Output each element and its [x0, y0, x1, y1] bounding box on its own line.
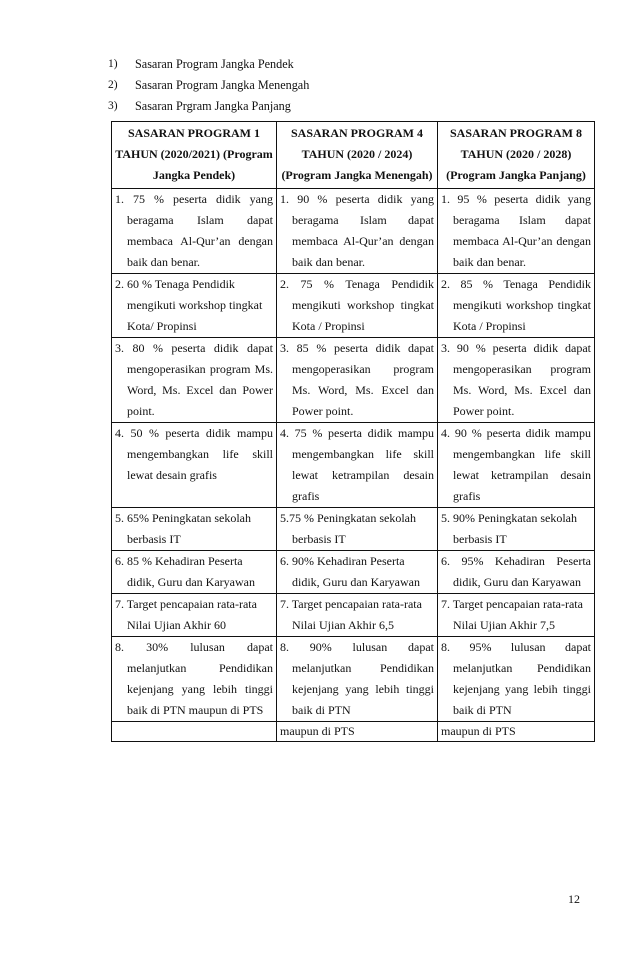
table-cell: [277, 508, 438, 551]
list-text: Sasaran Prgram Jangka Panjang: [135, 99, 291, 113]
list-item: [108, 96, 588, 117]
target-table: [111, 121, 595, 742]
cell-text: 3. 80 % peserta didik dapat mengoperasikan program Ms. Word, Ms. Excel dan Power point.: [115, 341, 273, 418]
list-item: [108, 75, 588, 96]
list-number: 2): [108, 79, 118, 91]
list-item: [108, 54, 588, 75]
table-cell: [112, 637, 277, 722]
table-cell: [112, 189, 277, 274]
table-row: [112, 637, 595, 722]
table-cell: [438, 637, 595, 722]
cell-text: 6. 95% Kehadiran Peserta didik, Guru dan Karyawan: [441, 554, 591, 589]
table-cell: [438, 722, 595, 742]
cell-text: 7. Target pencapaian rata-rata Nilai Ujian Akhir 60: [115, 597, 257, 632]
cell-text: maupun di PTS: [441, 724, 516, 738]
table-cell: [438, 423, 595, 508]
cell-text: 4. 50 % peserta didik mampu mengembangkan life skill lewat desain grafis: [115, 426, 273, 482]
cell-text: 5. 90% Peningkatan sekolah berbasis IT: [441, 511, 577, 546]
table-cell: [277, 637, 438, 722]
table-cell: [438, 551, 595, 594]
cell-text: 4. 75 % peserta didik mampu mengembangkan life skill lewat ketrampilan desain grafis: [280, 426, 434, 503]
table-cell: [112, 338, 277, 423]
cell-text: 1. 90 % peserta didik yang beragama Islam dapat membaca Al-Qur’an dengan baik dan benar.: [280, 192, 434, 269]
cell-text: maupun di PTS: [280, 724, 355, 738]
table-cell: [277, 594, 438, 637]
table-header-row: [112, 122, 595, 189]
cell-text: 6. 85 % Kehadiran Peserta didik, Guru dan Karyawan: [115, 554, 255, 589]
table-cell: [277, 423, 438, 508]
cell-text: 2. 85 % Tenaga Pendidik mengikuti workshop tingkat Kota / Propinsi: [441, 277, 591, 333]
table-row: [112, 722, 595, 742]
page-number: 12: [568, 892, 580, 906]
table-row: [112, 189, 595, 274]
cell-text: 1. 75 % peserta didik yang beragama Islam dapat membaca Al-Qur’an dengan baik dan benar.: [115, 192, 273, 269]
intro-list: [108, 54, 588, 117]
cell-text: 5. 65% Peningkatan sekolah berbasis IT: [115, 511, 251, 546]
list-text: Sasaran Program Jangka Pendek: [135, 57, 294, 71]
cell-text: 2. 75 % Tenaga Pendidik mengikuti workshop tingkat Kota / Propinsi: [280, 277, 434, 333]
cell-text: 8. 90% lulusan dapat melanjutkan Pendidikan kejenjang yang lebih tinggi baik di PTN: [280, 640, 434, 717]
table-cell: [277, 551, 438, 594]
cell-text: 5.75 % Peningkatan sekolah berbasis IT: [280, 511, 416, 546]
cell-text: 3. 90 % peserta didik dapat mengoperasikan program Ms. Word, Ms. Excel dan Power point.: [441, 341, 591, 418]
table-cell: [112, 594, 277, 637]
cell-text: 7. Target pencapaian rata-rata Nilai Ujian Akhir 7,5: [441, 597, 583, 632]
table-cell: [112, 274, 277, 338]
table-row: [112, 338, 595, 423]
table-cell: [112, 508, 277, 551]
table-cell: [277, 338, 438, 423]
cell-text: 3. 85 % peserta didik dapat mengoperasikan program Ms. Word, Ms. Excel dan Power point.: [280, 341, 434, 418]
table-cell: [438, 338, 595, 423]
table-row: [112, 594, 595, 637]
table-cell: [277, 722, 438, 742]
table-cell: [112, 423, 277, 508]
list-number: 3): [108, 100, 118, 112]
header-long-term: SASARAN PROGRAM 8 TAHUN (2020 / 2028) (Program Jangka Panjang): [438, 122, 595, 189]
table-cell: [112, 551, 277, 594]
table-row: [112, 551, 595, 594]
cell-text: 2. 60 % Tenaga Pendidik mengikuti workshop tingkat Kota/ Propinsi: [115, 277, 263, 333]
table-row: [112, 508, 595, 551]
cell-text: 6. 90% Kehadiran Peserta didik, Guru dan Karyawan: [280, 554, 420, 589]
table-cell: [112, 722, 277, 742]
table-cell: [438, 594, 595, 637]
table-row: [112, 423, 595, 508]
table-cell: [277, 189, 438, 274]
list-number: 1): [108, 58, 118, 70]
cell-text: 8. 95% lulusan dapat melanjutkan Pendidikan kejenjang yang lebih tinggi baik di PTN: [441, 640, 591, 717]
table-cell: [438, 189, 595, 274]
table-cell: [438, 274, 595, 338]
cell-text: 4. 90 % peserta didik mampu mengembangkan life skill lewat ketrampilan desain grafis: [441, 426, 591, 503]
cell-text: 1. 95 % peserta didik yang beragama Islam dapat membaca Al-Qur’an dengan baik dan benar.: [441, 192, 591, 269]
table-row: [112, 274, 595, 338]
header-mid-term: SASARAN PROGRAM 4 TAHUN (2020 / 2024) (Program Jangka Menengah): [277, 122, 438, 189]
table-cell: [277, 274, 438, 338]
table-cell: [438, 508, 595, 551]
list-text: Sasaran Program Jangka Menengah: [135, 78, 310, 92]
cell-text: 7. Target pencapaian rata-rata Nilai Ujian Akhir 6,5: [280, 597, 422, 632]
header-short-term: SASARAN PROGRAM 1 TAHUN (2020/2021) (Program Jangka Pendek): [112, 122, 277, 189]
cell-text: 8. 30% lulusan dapat melanjutkan Pendidikan kejenjang yang lebih tinggi baik di PTN maupun di PTS: [115, 640, 273, 717]
